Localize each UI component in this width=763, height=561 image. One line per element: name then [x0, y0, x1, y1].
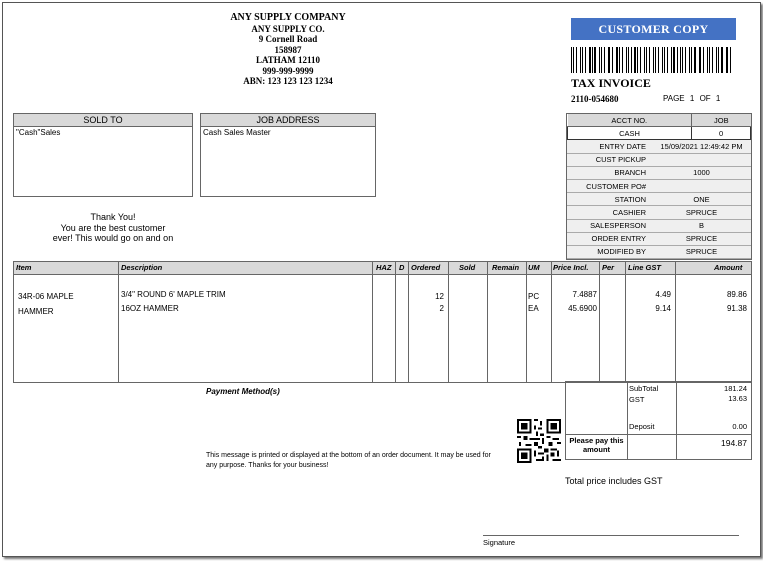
account-row [567, 166, 751, 179]
document-type: TAX INVOICE [571, 76, 651, 90]
barcode-bar [571, 47, 572, 73]
line-items-table [13, 261, 752, 383]
sold-to-box [13, 113, 193, 197]
barcode-bar [707, 47, 708, 73]
thank-you-message [43, 212, 183, 244]
barcode-bar [594, 47, 596, 73]
company-name: ANY SUPPLY COMPANY [230, 12, 346, 23]
barcode-bar [580, 47, 582, 73]
job-address-value: Cash Sales Master [203, 128, 271, 137]
barcode [571, 47, 734, 73]
barcode-bar [721, 47, 723, 73]
row2-description: 16OZ HAMMER [121, 304, 179, 313]
col-haz: HAZ [376, 263, 392, 272]
invoice-page [2, 2, 761, 557]
account-row-value: SPRUCE [652, 232, 751, 245]
of-label: OF [699, 94, 711, 103]
col-description: Description [121, 263, 163, 272]
barcode-bar [640, 47, 641, 73]
account-row [567, 245, 751, 258]
company-street: 9 Cornell Road [258, 34, 318, 44]
account-row [567, 153, 751, 166]
barcode-bar [631, 47, 632, 73]
row2-item: HAMMER [18, 307, 54, 316]
job-value: 0 [692, 127, 751, 140]
row1-item: 34R-06 MAPLE [18, 292, 74, 301]
account-row [567, 193, 751, 206]
acct-no-label: ACCT NO. [568, 114, 692, 127]
col-line-gst: Line GST [628, 263, 661, 272]
row1-price: 7.4887 [572, 290, 597, 299]
col-item: Item [16, 263, 32, 272]
payment-method-label: Payment Method(s) [206, 387, 280, 396]
barcode-bar [646, 47, 647, 73]
barcode-bar [671, 47, 672, 73]
col-per: Per [602, 263, 615, 272]
barcode-bar [622, 47, 623, 73]
gst-label: GST [629, 395, 645, 404]
account-row-label: ORDER ENTRY [567, 232, 652, 245]
barcode-bar [655, 47, 656, 73]
customer-copy-banner: CUSTOMER COPY [571, 18, 736, 40]
account-row-label: CASHIER [567, 206, 652, 219]
row1-description: 3/4" ROUND 6' MAPLE TRIM [121, 290, 226, 299]
barcode-bar [709, 47, 710, 73]
pay-amount-value: 194.87 [721, 438, 747, 448]
page-label: PAGE [663, 94, 685, 103]
company-postcode: 158987 [274, 44, 302, 55]
col-ordered: Ordered [411, 263, 441, 272]
company-short-name: ANY SUPPLY CO. [251, 23, 325, 34]
barcode-bar [653, 47, 655, 73]
account-row-value: 15/09/2021 12:49:42 PM [652, 140, 751, 153]
barcode-bar [664, 47, 665, 73]
barcode-bar [612, 47, 613, 73]
page-total: 1 [715, 94, 721, 103]
barcode-bar [662, 47, 663, 73]
gst-value: 13.63 [728, 394, 747, 403]
barcode-bar [637, 47, 638, 73]
job-address-box [200, 113, 376, 197]
totals-box [565, 381, 752, 460]
account-row-label: ENTRY DATE [567, 140, 652, 153]
account-row-value [652, 153, 751, 166]
sold-to-title: SOLD TO [14, 114, 192, 127]
barcode-bar [700, 47, 701, 73]
company-block [203, 13, 373, 87]
subtotal-value: 181.24 [724, 384, 747, 393]
account-row-value: SPRUCE [652, 206, 751, 219]
barcode-bar [576, 47, 577, 73]
barcode-bar [699, 47, 700, 73]
barcode-bar [730, 47, 731, 73]
barcode-bar [601, 47, 602, 73]
col-um: UM [528, 263, 540, 272]
col-price: Price Incl. [553, 263, 589, 272]
barcode-bar [616, 47, 618, 73]
barcode-bar [667, 47, 668, 73]
barcode-bar [694, 47, 696, 73]
col-amount: Amount [714, 263, 743, 272]
barcode-bar [685, 47, 686, 73]
deposit-label: Deposit [629, 422, 655, 431]
company-phone: 999-999-9999 [262, 65, 314, 76]
account-row-label: CUSTOMER PO# [567, 179, 652, 192]
barcode-bar [619, 47, 620, 73]
pay-amount-label: Please pay this amount [569, 436, 624, 454]
row2-ordered: 2 [439, 304, 444, 313]
account-info-table [566, 113, 752, 260]
barcode-bar [649, 47, 650, 73]
barcode-bar [592, 47, 593, 73]
account-row [567, 219, 751, 232]
row2-amount: 91.38 [726, 304, 747, 313]
barcode-bar [634, 47, 636, 73]
thank-you-line-2: You are the best customer [60, 222, 166, 233]
barcode-bar [691, 47, 692, 73]
account-row [567, 232, 751, 245]
job-address-title: JOB ADDRESS [201, 114, 375, 127]
account-row-value: B [652, 219, 751, 232]
barcode-bar [589, 47, 590, 73]
account-row [567, 140, 751, 153]
subtotal-label: SubTotal [629, 384, 659, 393]
barcode-bar [582, 47, 583, 73]
page-indicator [663, 94, 720, 103]
barcode-bar [677, 47, 678, 73]
company-city: LATHAM 12110 [255, 55, 321, 65]
account-row-label: STATION [567, 193, 652, 206]
signature-line: Signature [483, 535, 739, 547]
barcode-bar [727, 47, 728, 73]
page-number: 1 [689, 94, 695, 103]
barcode-bar [628, 47, 629, 73]
col-remain: Remain [492, 263, 520, 272]
row1-line-gst: 4.49 [655, 290, 671, 299]
deposit-value: 0.00 [732, 422, 747, 431]
row2-um: EA [528, 304, 539, 313]
barcode-bar [658, 47, 659, 73]
barcode-bar [609, 47, 610, 73]
account-row-value: 1000 [652, 166, 751, 179]
company-abn: ABN: 123 123 123 1234 [243, 76, 333, 86]
barcode-bar [573, 47, 574, 73]
barcode-bar [673, 47, 675, 73]
barcode-bar [726, 47, 727, 73]
barcode-bar [608, 47, 609, 73]
barcode-bar [682, 47, 683, 73]
row2-line-gst: 9.14 [655, 304, 671, 313]
thank-you-line-1: Thank You! [90, 212, 136, 222]
barcode-bar [689, 47, 690, 73]
acct-no-value: CASH [568, 127, 692, 140]
job-label: JOB [692, 114, 751, 127]
col-sold: Sold [459, 263, 476, 272]
barcode-bar [604, 47, 605, 73]
account-row-label: MODIFIED BY [567, 245, 652, 258]
barcode-bar [680, 47, 681, 73]
qr-code-icon [517, 419, 561, 463]
barcode-bar [703, 47, 704, 73]
invoice-number: 2110-054680 [571, 94, 619, 104]
barcode-bar [599, 47, 600, 73]
row1-ordered: 12 [435, 292, 444, 301]
account-row-value: SPRUCE [652, 245, 751, 258]
account-row [567, 206, 751, 219]
account-row-label: BRANCH [567, 166, 652, 179]
row1-amount: 89.86 [726, 290, 747, 299]
barcode-bar [716, 47, 717, 73]
gst-note: Total price includes GST [565, 476, 663, 486]
account-row-value [652, 179, 751, 192]
footer-message: This message is printed or displayed at the bottom of an order document. It may be used for any purpose. Thanks for your business! [206, 452, 491, 469]
sold-to-value: "Cash"Sales [16, 128, 61, 137]
col-d: D [399, 263, 405, 272]
account-row-label: CUST PICKUP [567, 153, 652, 166]
barcode-bar [718, 47, 719, 73]
thank-you-line-3: ever! This would go on and on [52, 233, 174, 243]
account-row-label: SALESPERSON [567, 219, 652, 232]
row2-price: 45.6900 [568, 304, 597, 313]
barcode-bar [585, 47, 586, 73]
account-row-value: ONE [652, 193, 751, 206]
barcode-bar [626, 47, 627, 73]
row1-um: PC [528, 292, 540, 301]
barcode-bar [644, 47, 645, 73]
account-row [567, 179, 751, 192]
barcode-bar [712, 47, 713, 73]
